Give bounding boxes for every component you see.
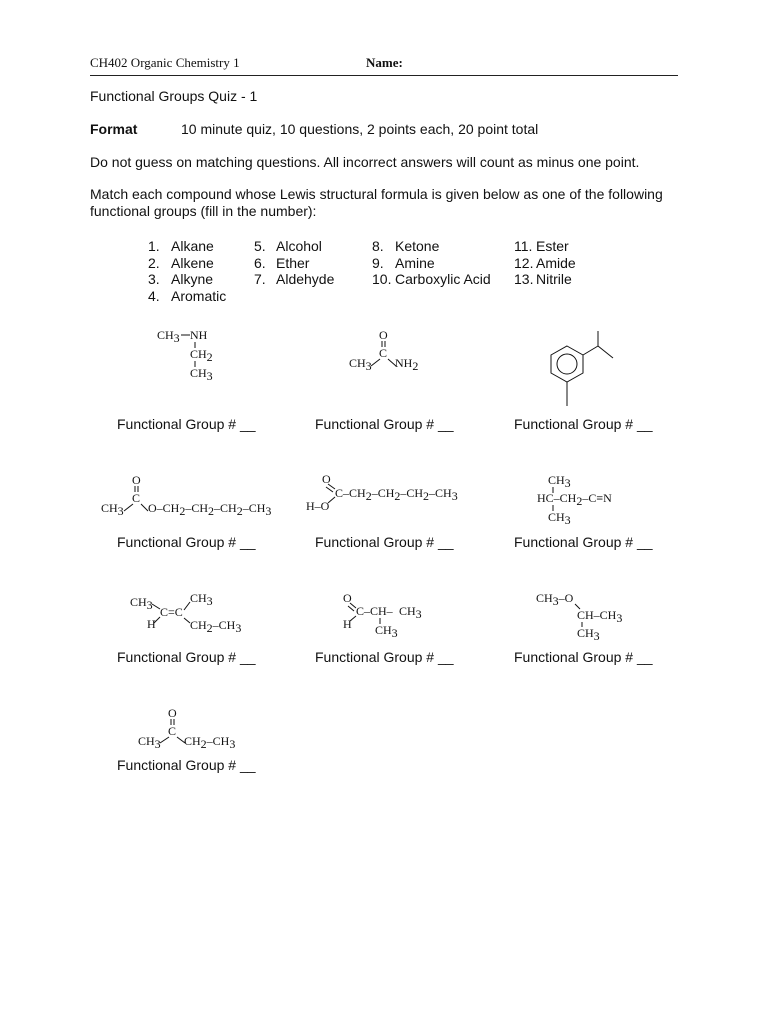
structure-10 <box>138 706 235 751</box>
list-item: 13. Nitrile <box>514 271 572 288</box>
list-item: 10. Carboxylic Acid <box>372 271 491 288</box>
list-item: 7. Aldehyde <box>254 271 335 288</box>
svg-text:CH3: CH3 <box>375 623 398 640</box>
svg-text:CH3–O: CH3–O <box>536 591 574 608</box>
svg-text:CH–CH3: CH–CH3 <box>577 608 623 625</box>
svg-text:NH: NH <box>190 328 208 342</box>
svg-text:C: C <box>379 346 388 360</box>
svg-text:CH2–CH3: CH2–CH3 <box>190 618 242 635</box>
svg-text:O: O <box>343 591 352 605</box>
svg-text:CH3: CH3 <box>157 328 180 345</box>
svg-text:O: O <box>379 328 388 342</box>
answer-label-5: Functional Group # __ <box>315 534 454 550</box>
format-label: Format <box>90 121 138 137</box>
svg-text:CH3: CH3 <box>190 366 213 383</box>
answer-label-7: Functional Group # __ <box>117 649 256 665</box>
instructions-line-2: functional groups (fill in the number): <box>90 203 317 219</box>
svg-text:C: C <box>168 724 177 738</box>
format-text: 10 minute quiz, 10 questions, 2 points each, 20 point total <box>181 121 539 137</box>
course-title: CH402 Organic Chemistry 1 <box>90 55 240 70</box>
answer-label-6: Functional Group # __ <box>514 534 653 550</box>
svg-text:CH3: CH3 <box>577 626 600 643</box>
answer-label-9: Functional Group # __ <box>514 649 653 665</box>
answer-label-8: Functional Group # __ <box>315 649 454 665</box>
name-label: Name: <box>366 55 403 70</box>
svg-text:C=C: C=C <box>160 605 183 619</box>
list-item: 4. Aromatic <box>148 288 227 305</box>
svg-text:CH2–CH3: CH2–CH3 <box>184 734 236 751</box>
structure-6 <box>537 473 612 527</box>
svg-text:HC–CH2–C≡N: HC–CH2–C≡N <box>537 491 612 508</box>
list-item: 2. Alkene <box>148 254 214 271</box>
list-item: 1. Alkane <box>148 238 214 254</box>
structure-4 <box>101 473 271 518</box>
instructions-line-1: Match each compound whose Lewis structural formula is given below as one of the following <box>90 186 663 202</box>
svg-text:O–CH2–CH2–CH2–CH3: O–CH2–CH2–CH2–CH3 <box>148 501 272 518</box>
svg-text:CH3: CH3 <box>399 604 422 621</box>
structure-2 <box>349 328 418 373</box>
svg-text:CH3: CH3 <box>101 501 124 518</box>
svg-text:H: H <box>343 617 352 631</box>
svg-text:CH3: CH3 <box>548 510 571 527</box>
list-item: 3. Alkyne <box>148 271 214 288</box>
structure-7 <box>130 591 241 635</box>
svg-text:CH3: CH3 <box>190 591 213 608</box>
list-item: 9. Amine <box>372 254 435 271</box>
answer-label-3: Functional Group # __ <box>514 416 653 432</box>
svg-text:CH3: CH3 <box>349 356 372 373</box>
svg-text:NH2: NH2 <box>395 356 419 373</box>
structure-5 <box>306 472 458 513</box>
structure-3 <box>551 331 613 406</box>
list-item: 6. Ether <box>254 254 310 271</box>
warning-text: Do not guess on matching questions. All incorrect answers will count as minus one point. <box>90 154 640 170</box>
svg-text:C–CH–: C–CH– <box>356 604 393 618</box>
svg-text:CH2: CH2 <box>190 347 213 364</box>
structure-1 <box>157 328 213 383</box>
list-item: 5. Alcohol <box>254 238 322 254</box>
structure-9 <box>536 591 622 643</box>
svg-text:CH3: CH3 <box>130 595 153 612</box>
svg-text:CH3: CH3 <box>138 734 161 751</box>
svg-text:O: O <box>132 473 141 487</box>
svg-text:O: O <box>168 706 177 720</box>
list-item: 8. Ketone <box>372 238 440 254</box>
quiz-title: Functional Groups Quiz - 1 <box>90 88 258 104</box>
svg-text:CH3: CH3 <box>548 473 571 490</box>
list-item: 12. Amide <box>514 254 576 271</box>
list-item: 11. Ester <box>514 238 569 254</box>
svg-text:C: C <box>132 491 141 505</box>
answer-label-2: Functional Group # __ <box>315 416 454 432</box>
svg-text:C–CH2–CH2–CH2–CH3: C–CH2–CH2–CH2–CH3 <box>335 486 458 503</box>
svg-text:O: O <box>322 472 331 486</box>
svg-text:H: H <box>147 617 156 631</box>
answer-label-1: Functional Group # __ <box>117 416 256 432</box>
svg-text:H–O: H–O <box>306 499 330 513</box>
structure-8 <box>343 591 422 640</box>
answer-label-10: Functional Group # __ <box>117 757 256 773</box>
answer-label-4: Functional Group # __ <box>117 534 256 550</box>
